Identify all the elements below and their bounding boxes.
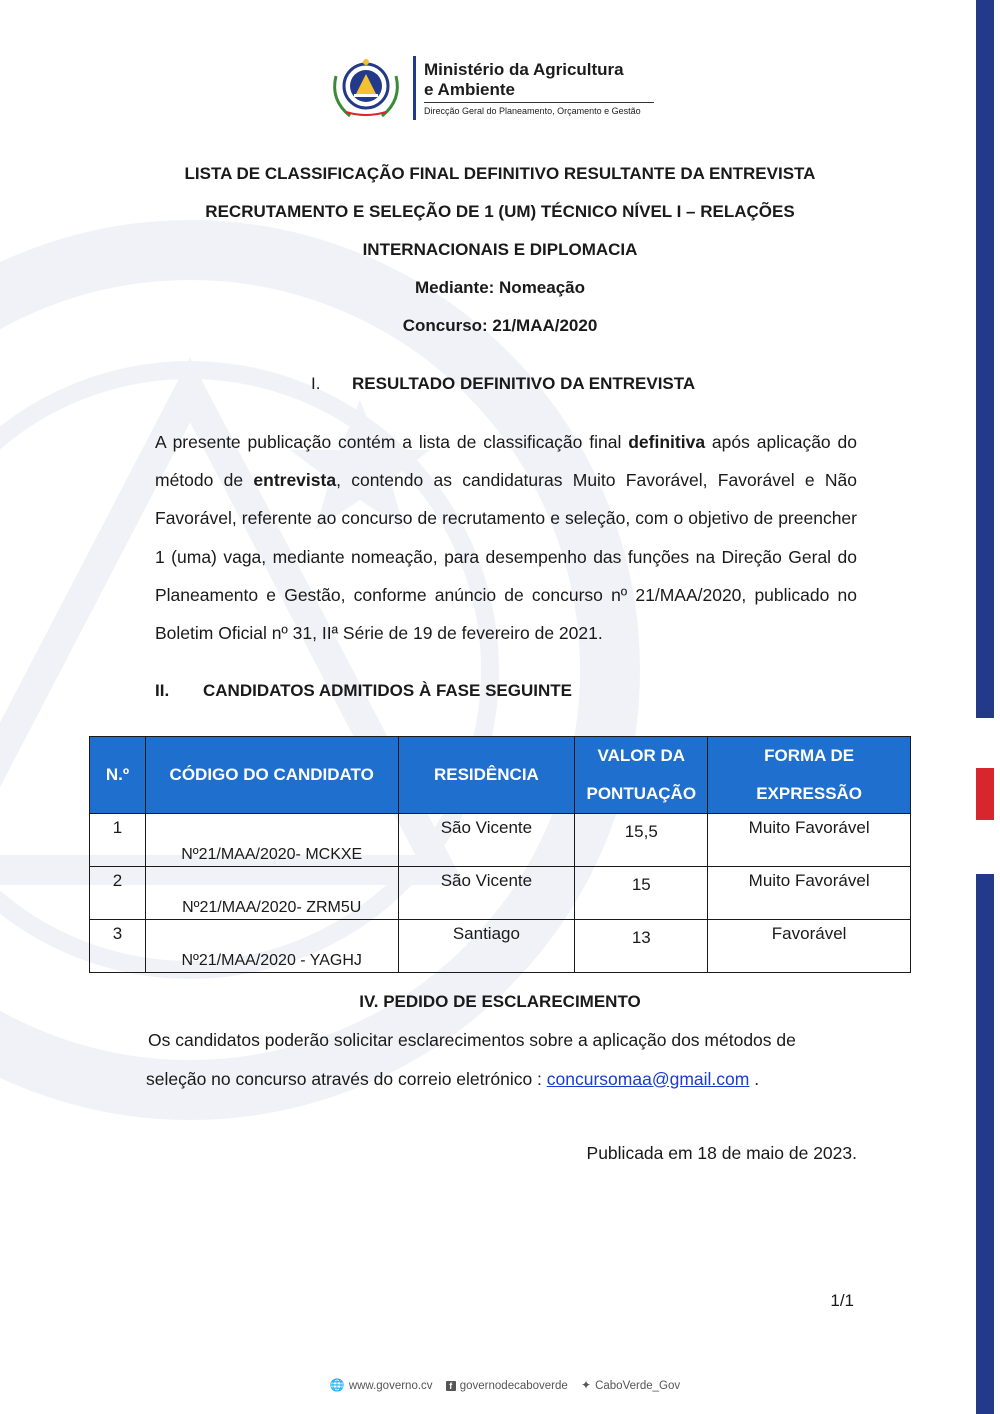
section-1-title: RESULTADO DEFINITIVO DA ENTREVISTA — [352, 374, 696, 393]
cell-form: Favorável — [708, 920, 911, 973]
footer — [0, 1378, 1000, 1392]
doc-title-line3: INTERNACIONAIS E DIPLOMACIA — [362, 240, 638, 259]
cell-num: 1 — [90, 814, 146, 867]
intro-text-1: A presente publicação contém a lista de classificação final — [155, 432, 629, 452]
footer-facebook[interactable]: governodecaboverde — [459, 1380, 568, 1392]
cell-num: 3 — [90, 920, 146, 973]
doc-title-line2: RECRUTAMENTO E SELEÇÃO DE 1 (UM) TÉCNICO NÍVEL I – RELAÇÕES — [205, 202, 795, 221]
doc-title-mode: Mediante: Nomeação — [414, 278, 586, 297]
section-1-heading — [311, 367, 695, 401]
intro-text-3: , contendo as candidaturas Muito Favorável, Favorável e Não Favorável, referente ao concurso de recrutamento e seleção, com o objetivo de preencher 1 (uma) vaga, mediante nomeação, para desempenho das funções na Direção Geral do Planeamento e Gestão, conforme anúncio de concurso nº 21/MAA/2020, publicado no Boletim Oficial nº 31, IIª Série de 19 de fevereiro de 2021. — [155, 470, 857, 644]
ministry-name-line2: e Ambiente — [424, 80, 516, 99]
cell-code: Nº21/MAA/2020 - YAGHJ — [145, 920, 398, 973]
cell-residence: São Vicente — [398, 867, 575, 920]
ministry-name-line1: Ministério da Agricultura — [424, 60, 624, 79]
coat-of-arms-icon — [328, 56, 404, 120]
cell-code: Nº21/MAA/2020- ZRM5U — [145, 867, 398, 920]
side-bar-red — [976, 768, 994, 820]
side-bar-blue-top — [976, 0, 994, 718]
cell-residence: Santiago — [398, 920, 575, 973]
page-number: 1/1 — [830, 1291, 854, 1310]
footer-web[interactable]: www.governo.cv — [348, 1380, 433, 1392]
cell-residence: São Vicente — [398, 814, 575, 867]
intro-text-2: após aplicação do método de — [155, 432, 857, 491]
publication-date: Publicada em 18 de maio de 2023. — [586, 1143, 857, 1163]
clarification-paragraph — [146, 1021, 866, 1098]
clarification-line1: Os candidatos poderão solicitar esclarecimentos sobre a aplicação dos métodos de — [148, 1030, 796, 1050]
col-header-form-l1: FORMA DE — [764, 746, 855, 765]
ministry-header — [328, 52, 688, 124]
col-header-score-l1: VALOR DA — [597, 746, 686, 765]
table-header-row — [90, 737, 911, 814]
clarification-line2: seleção no concurso através do correio eletrónico : — [146, 1068, 547, 1089]
ministry-rule — [424, 102, 654, 103]
side-bar-blue-bottom — [976, 874, 994, 1414]
section-4-heading: IV. PEDIDO DE ESCLARECIMENTO — [359, 992, 641, 1011]
doc-title-line1: LISTA DE CLASSIFICAÇÃO FINAL DEFINITIVO RESULTANTE DA ENTREVISTA — [184, 164, 816, 183]
intro-bold-1: definitiva — [628, 432, 706, 452]
col-header-score — [575, 737, 708, 814]
twitter-icon: ✦ — [581, 1378, 592, 1392]
col-header-form — [708, 737, 911, 814]
facebook-icon: f — [446, 1381, 456, 1391]
header-divider — [413, 56, 416, 120]
table-row — [90, 867, 911, 920]
globe-icon: 🌐 — [329, 1378, 345, 1392]
intro-paragraph — [155, 423, 857, 652]
ministry-subtitle: Direcção Geral do Planeamento, Orçamento e Gestão — [424, 106, 641, 116]
col-header-residence: RESIDÊNCIA — [398, 737, 575, 814]
cell-code: Nº21/MAA/2020- MCKXE — [145, 814, 398, 867]
cell-num: 2 — [90, 867, 146, 920]
section-1-number: I. — [311, 374, 321, 393]
col-header-score-l2: PONTUAÇÃO — [586, 784, 697, 803]
col-header-form-l2: EXPRESSÃO — [756, 784, 863, 803]
intro-bold-2: entrevista — [253, 470, 337, 491]
col-header-num: N.º — [90, 737, 146, 814]
cell-form: Muito Favorável — [708, 814, 911, 867]
section-2-title: CANDIDATOS ADMITIDOS À FASE SEGUINTE — [203, 681, 572, 700]
cell-score: 13 — [575, 920, 708, 973]
table-row — [90, 814, 911, 867]
email-link[interactable]: concursomaa@gmail.com — [546, 1068, 750, 1089]
section-2-number: II. — [155, 681, 170, 700]
section-2-heading — [155, 674, 572, 708]
cell-form: Muito Favorável — [708, 867, 911, 920]
doc-title-contest: Concurso: 21/MAA/2020 — [402, 316, 598, 335]
footer-twitter[interactable]: CaboVerde_Gov — [595, 1380, 681, 1392]
table-row — [90, 920, 911, 973]
candidates-table — [89, 736, 911, 973]
clarification-tail: . — [749, 1068, 760, 1089]
cell-score: 15,5 — [575, 814, 708, 867]
cell-score: 15 — [575, 867, 708, 920]
col-header-code: CÓDIGO DO CANDIDATO — [145, 737, 398, 814]
